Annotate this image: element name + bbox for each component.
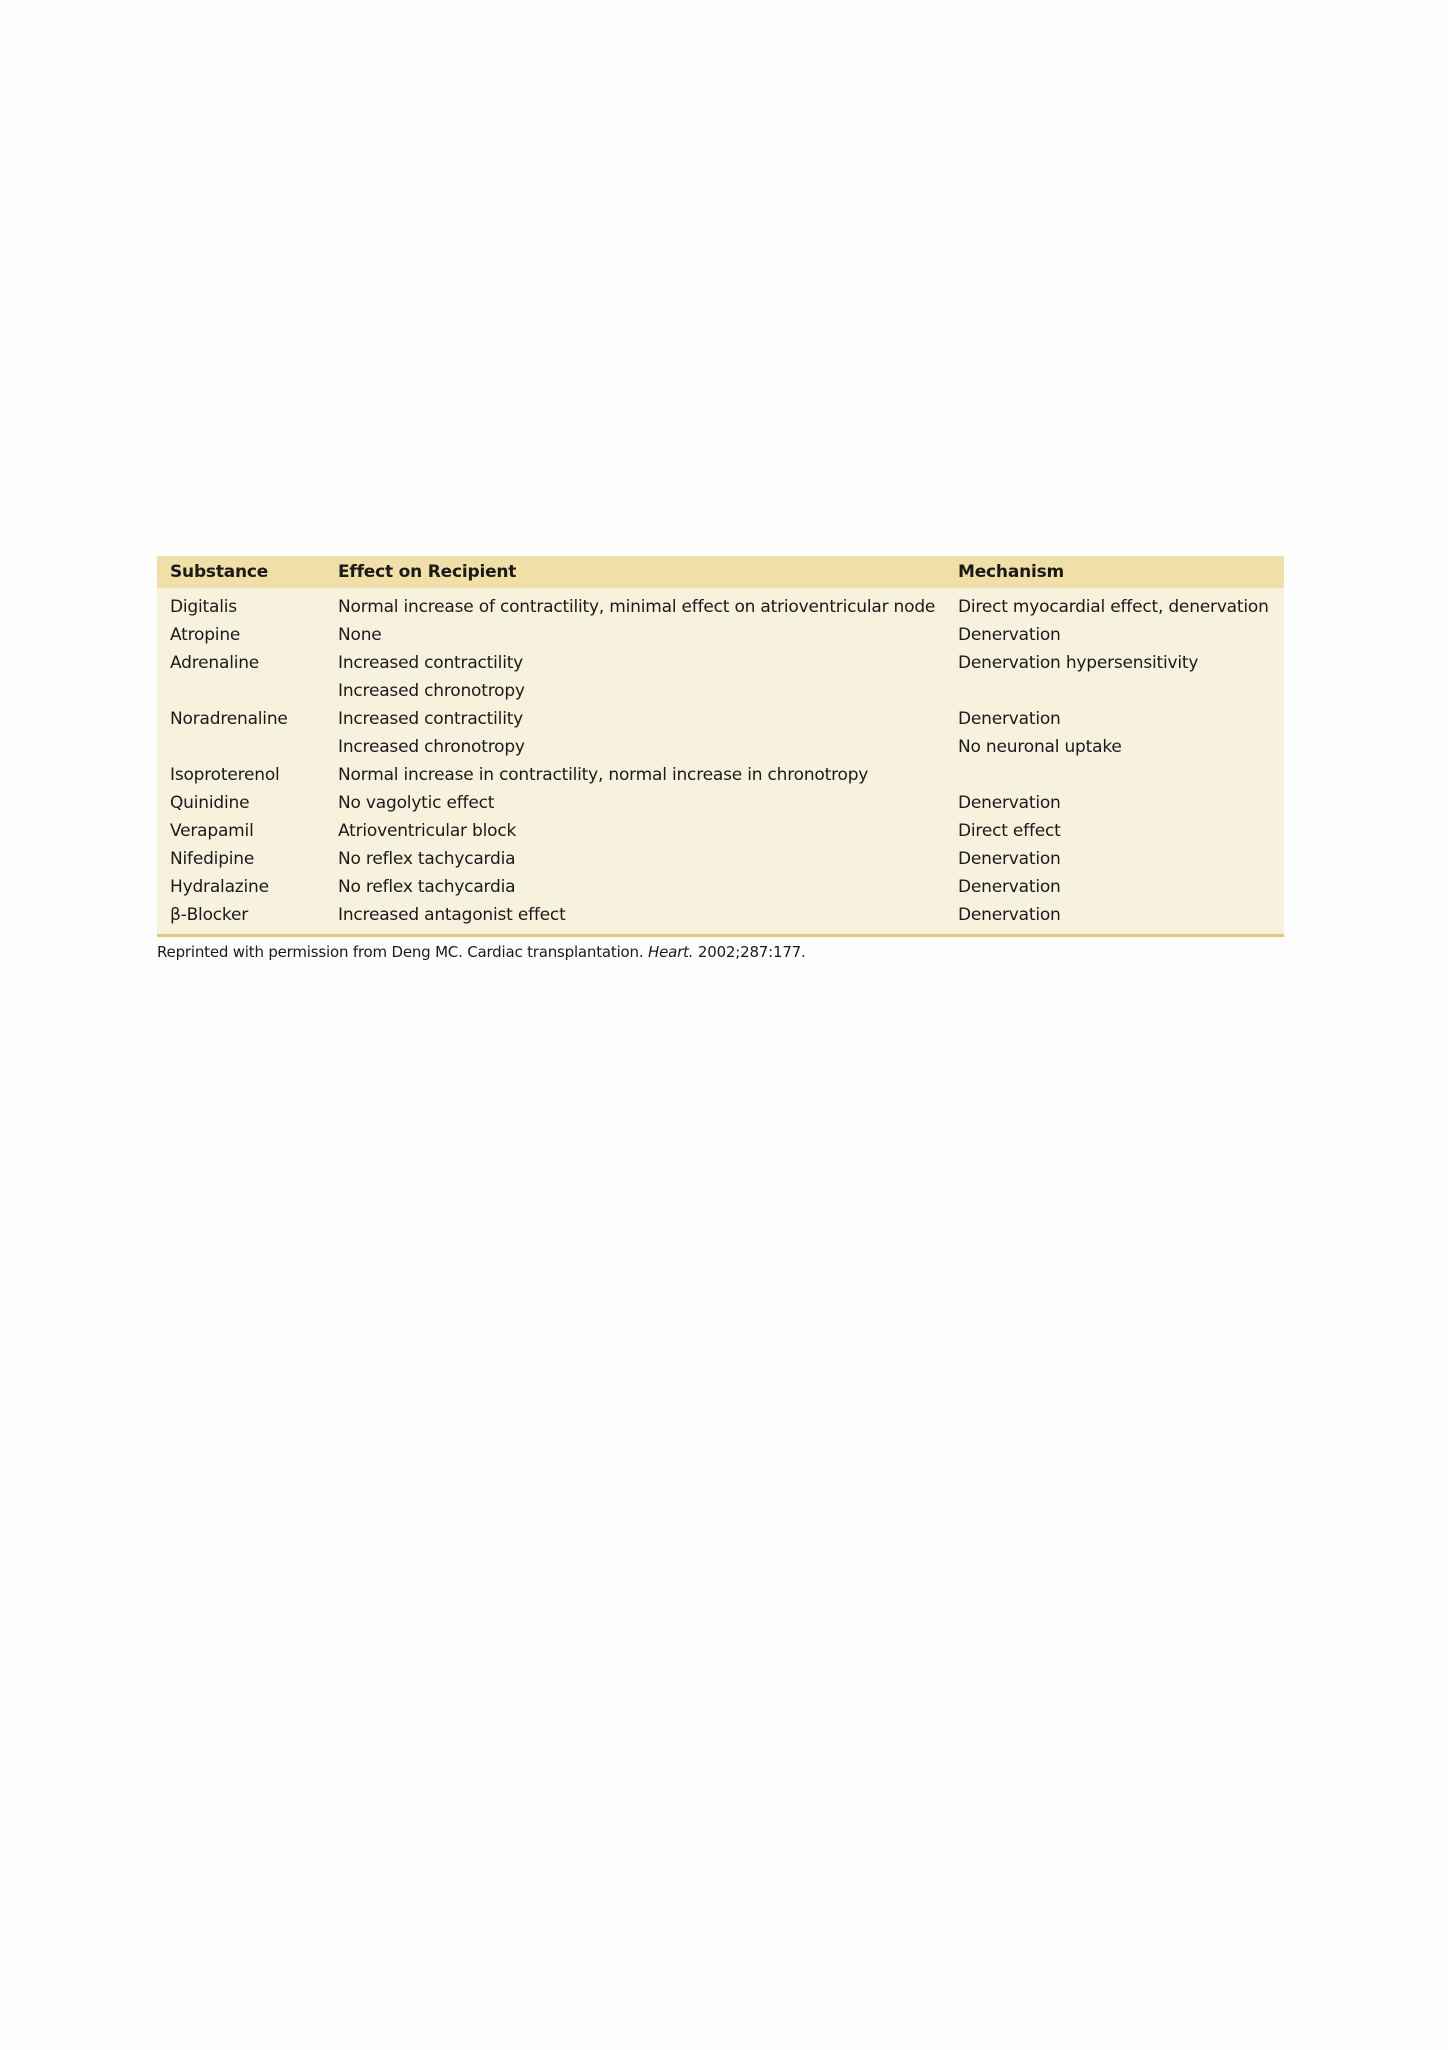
substance-cell: Nifedipine (170, 849, 255, 869)
mechanism-cell: No neuronal uptake (958, 737, 1122, 757)
mechanism-cell: Denervation (958, 793, 1061, 813)
drug-effects-table (157, 556, 1284, 934)
table-header-row (157, 556, 1284, 588)
effect-cell: Increased antagonist effect (338, 905, 566, 925)
mechanism-cell (945, 761, 1284, 789)
mechanism-cell: Denervation (958, 849, 1061, 869)
footnote-citation: Reprinted with permission from Deng MC. Cardiac transplantation. (157, 943, 648, 961)
effect-cell: None (338, 625, 382, 645)
table-bottom-rule (157, 934, 1284, 937)
substance-cell: Atropine (170, 625, 241, 645)
mechanism-cell: Denervation (958, 625, 1061, 645)
mechanism-cell: Direct effect (958, 821, 1061, 841)
table-row (157, 901, 1284, 934)
table-row (157, 817, 1284, 845)
mechanism-cell: Denervation (958, 709, 1061, 729)
substance-cell: Adrenaline (170, 653, 260, 673)
column-header-mechanism: Mechanism (958, 562, 1065, 582)
table-row (157, 873, 1284, 901)
footnote-journal: Heart. (647, 943, 694, 961)
effect-cell: Increased chronotropy (338, 737, 525, 757)
mechanism-cell: Denervation (958, 905, 1061, 925)
substance-cell: Hydralazine (170, 877, 269, 897)
effect-cell: No reflex tachycardia (338, 849, 516, 869)
mechanism-cell (945, 677, 1284, 705)
footnote-reference: 2002;287:177. (693, 943, 806, 961)
column-header-substance: Substance (170, 562, 269, 582)
table-row (157, 733, 1284, 761)
column-header-effect: Effect on Recipient (338, 562, 517, 582)
effect-cell: Normal increase in contractility, normal increase in chronotropy (338, 765, 869, 785)
table-row (157, 789, 1284, 817)
table-row (157, 649, 1284, 677)
mechanism-cell: Denervation (958, 877, 1061, 897)
table-row (157, 705, 1284, 733)
effect-cell: Increased contractility (338, 653, 524, 673)
substance-cell (157, 733, 325, 761)
table-row (157, 845, 1284, 873)
substance-cell: Quinidine (170, 793, 250, 813)
substance-cell: β-Blocker (170, 905, 249, 925)
table-row (157, 588, 1284, 621)
substance-cell: Digitalis (170, 597, 237, 617)
substance-cell: Isoproterenol (170, 765, 280, 785)
effect-cell: Increased contractility (338, 709, 524, 729)
table-row (157, 761, 1284, 789)
effect-cell: No vagolytic effect (338, 793, 495, 813)
source-footnote (157, 943, 806, 961)
substance-cell: Verapamil (170, 821, 254, 841)
table-row (157, 621, 1284, 649)
drug-effects-table-container (157, 556, 1284, 937)
table-row (157, 677, 1284, 705)
effect-cell: Normal increase of contractility, minimal effect on atrioventricular node (338, 597, 936, 617)
substance-cell: Noradrenaline (170, 709, 288, 729)
mechanism-cell: Direct myocardial effect, denervation (958, 597, 1269, 617)
mechanism-cell: Denervation hypersensitivity (958, 653, 1199, 673)
effect-cell: No reflex tachycardia (338, 877, 516, 897)
effect-cell: Increased chronotropy (338, 681, 525, 701)
substance-cell (157, 677, 325, 705)
effect-cell: Atrioventricular block (338, 821, 517, 841)
